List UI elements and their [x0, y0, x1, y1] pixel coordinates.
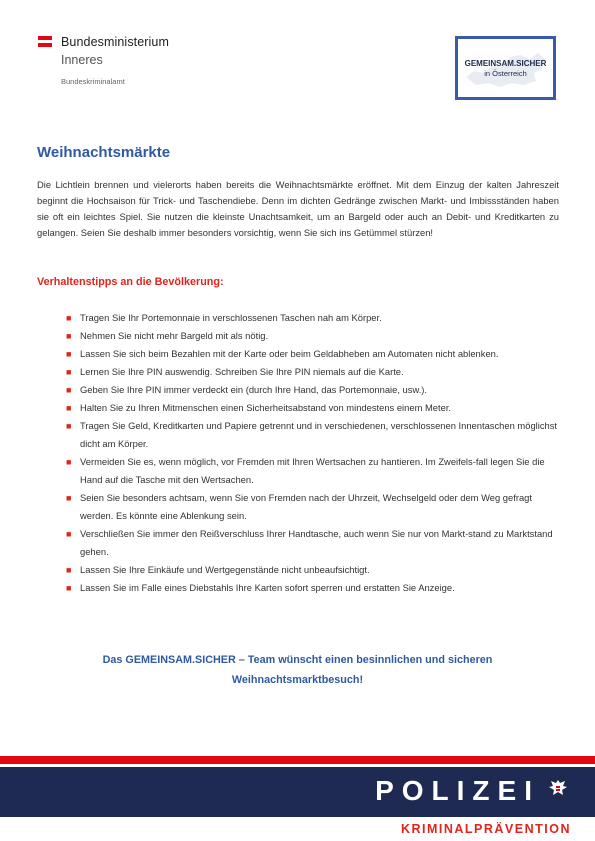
bullet-icon: ■: [66, 349, 72, 359]
bullet-icon: ■: [66, 583, 72, 593]
closing-line-2: Weihnachtsmarktbesuch!: [231, 674, 364, 686]
list-item: ■ Tragen Sie Geld, Kreditkarten und Papiere getrennt und in verschiedenen, verschlossenen Innentaschen möglichst dicht am Körper.: [66, 417, 558, 453]
bullet-icon: ■: [66, 529, 72, 539]
footer-red-stripe: [0, 756, 595, 764]
bullet-icon: ■: [66, 457, 72, 467]
bullet-icon: ■: [66, 565, 72, 575]
list-item: ■ Geben Sie Ihre PIN immer verdeckt ein (durch Ihre Hand, das Portemonnaie, usw.).: [66, 381, 558, 399]
logo-line-1: GEMEINSAM.SICHER: [464, 59, 547, 68]
list-item: ■ Lassen Sie sich beim Bezahlen mit der Karte oder beim Geldabheben am Automaten nicht ablenken.: [66, 345, 558, 363]
eagle-emblem-icon: [548, 778, 568, 800]
ministry-name: Bundesministerium: [61, 35, 169, 49]
bullet-icon: ■: [66, 313, 72, 323]
ministry-office: Bundeskriminalamt: [61, 77, 125, 86]
page-header: [0, 0, 595, 110]
closing-line-1: Das GEMEINSAM.SICHER – Team wünscht einen besinnlichen und sicheren: [102, 654, 493, 666]
list-item: ■ Halten Sie zu Ihren Mitmenschen einen Sicherheitsabstand von mindestens einem Meter.: [66, 399, 558, 417]
page-title: Weihnachtsmärkte: [37, 144, 171, 161]
bullet-icon: ■: [66, 385, 72, 395]
polizei-wordmark: POLIZEI: [375, 775, 540, 806]
list-item: ■ Lernen Sie Ihre PIN auswendig. Schreiben Sie Ihre PIN niemals auf die Karte.: [66, 363, 558, 381]
ministry-subtitle: Inneres: [61, 53, 103, 67]
list-item: ■ Lassen Sie im Falle eines Diebstahls Ihre Karten sofort sperren und erstatten Sie Anzeige.: [66, 579, 558, 597]
bullet-icon: ■: [66, 367, 72, 377]
list-item: ■ Verschließen Sie immer den Reißverschluss Ihrer Handtasche, auch wenn Sie nur von Markt-stand zu Marktstand gehen.: [66, 525, 558, 561]
tips-heading: Verhaltenstipps an die Bevölkerung:: [37, 276, 224, 288]
bullet-icon: ■: [66, 331, 72, 341]
list-item: ■ Lassen Sie Ihre Einkäufe und Wertgegenstände nicht unbeaufsichtigt.: [66, 561, 558, 579]
logo-line-2: in Österreich: [484, 69, 527, 78]
list-item: ■ Tragen Sie Ihr Portemonnaie in verschlossenen Taschen nah am Körper.: [66, 309, 558, 327]
list-item: ■ Nehmen Sie nicht mehr Bargeld mit als nötig.: [66, 327, 558, 345]
bullet-icon: ■: [66, 403, 72, 413]
austria-flag-icon: [38, 36, 52, 47]
bullet-icon: ■: [66, 421, 72, 431]
tips-list: [66, 309, 558, 597]
closing-message: [40, 650, 555, 690]
list-item: ■ Vermeiden Sie es, wenn möglich, vor Fremden mit Ihren Wertsachen zu hantieren. Im Zweifels-fall legen Sie die Hand auf die Tasche mit den Wertsachen.: [66, 453, 558, 489]
list-item: ■ Seien Sie besonders achtsam, wenn Sie von Fremden nach der Uhrzeit, Wechselgeld oder dem Weg gefragt werden. Es könnte eine Ablenkung sein.: [66, 489, 558, 525]
bullet-icon: ■: [66, 493, 72, 503]
kriminalpraevention-label: KRIMINALPRÄVENTION: [400, 822, 571, 836]
gemeinsam-sicher-logo: [455, 36, 556, 100]
intro-paragraph: Die Lichtlein brennen und vielerorts haben bereits die Weihnachtsmärkte eröffnet. Mit dem Einzug der kalten Jahreszeit beginnt die Hochsaison für Trick- und Taschendiebe. Denn im dichten Gedränge zwischen Markt- und Imbissständen haben sie oft ein leichtes Spiel. Sie nutzen die kleinste Unachtsamkeit, um an Bargeld oder auch an Debit- und Kreditkarten zu gelangen. Seien Sie deshalb immer besonders vorsichtig, wenn Sie sich ins Getümmel stürzen!: [37, 179, 559, 238]
